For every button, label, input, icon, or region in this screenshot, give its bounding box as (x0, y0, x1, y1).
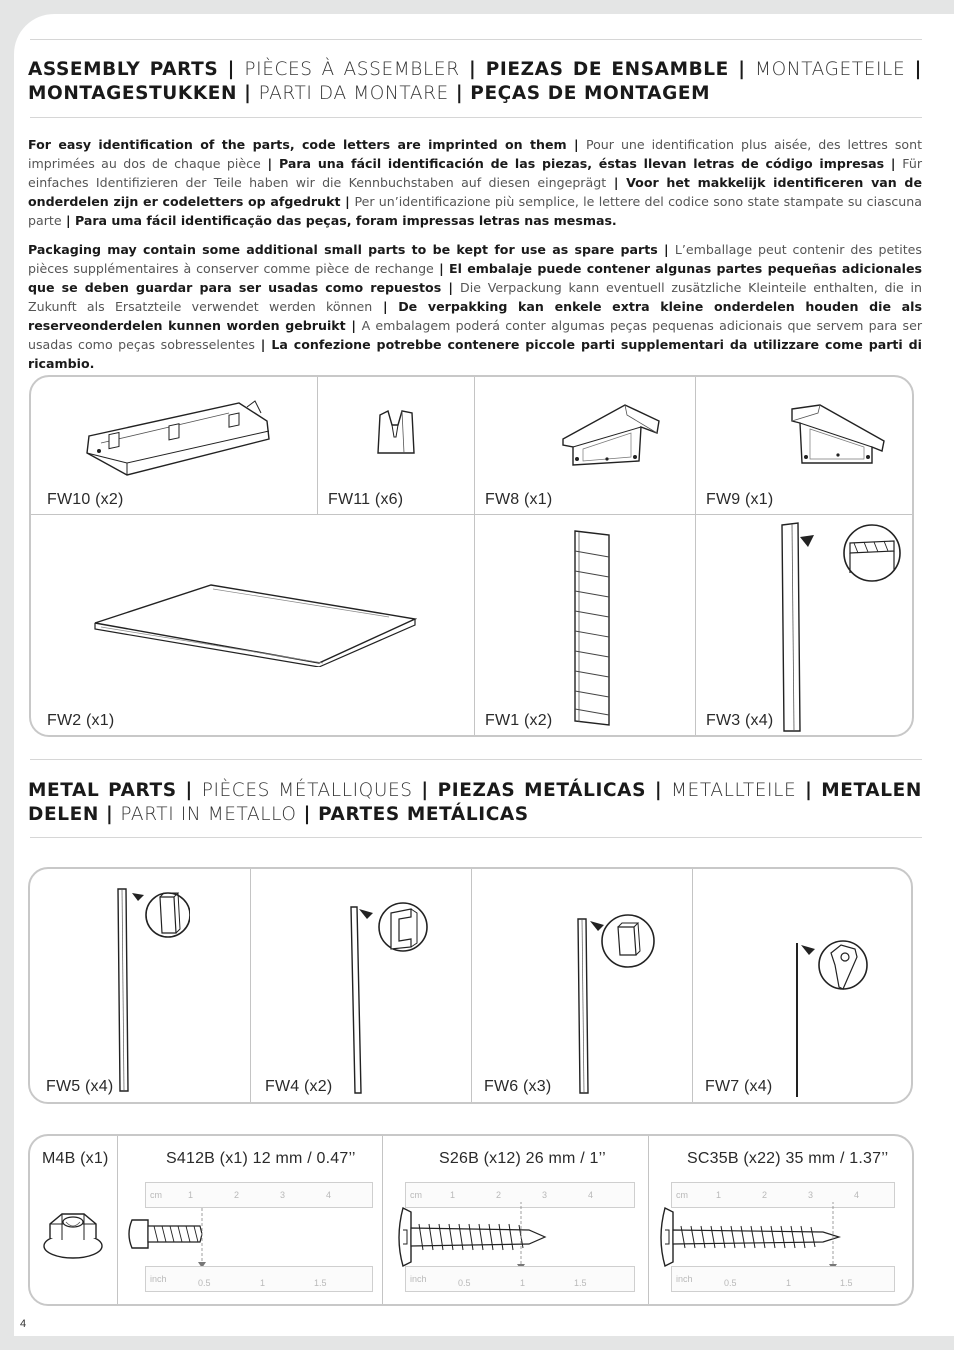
text-segment: Para uma fácil identificação das peças, foram impressas letras nas mesmas. (74, 213, 617, 228)
cm-unit: cm (676, 1190, 688, 1200)
part-fw4 (251, 869, 471, 1104)
text-segment: MONTAGESTUKKEN (28, 83, 238, 104)
part-label: FW11 (x6) (328, 491, 404, 508)
part-s26b (383, 1136, 648, 1306)
inch-tick: 1.5 (574, 1278, 587, 1288)
part-label: FW8 (x1) (485, 491, 553, 508)
part-label: FW4 (x2) (265, 1078, 333, 1095)
metal-heading: METAL PARTS | PIÈCES MÉTALLIQUES | PIEZAS METÁLICAS | METALLTEILE | METALEN DELEN | PARTI IN METALLO | PARTES METÁLICAS (28, 780, 922, 825)
inch-ruler (145, 1266, 373, 1292)
inch-tick: 0.5 (458, 1278, 471, 1288)
part-s412b (118, 1136, 382, 1306)
part-label: FW7 (x4) (705, 1078, 773, 1095)
cm-tick: 3 (808, 1190, 814, 1200)
text-segment: El embalaje puede contener algunas partes pequeñas adicionales que se deben guardar para ser usadas como repuestos (28, 261, 922, 295)
cm-tick: 1 (450, 1190, 456, 1200)
text-segment: PIÈCES À ASSEMBLER (244, 59, 460, 80)
cm-tick: 4 (588, 1190, 594, 1200)
part-fw5 (30, 869, 250, 1104)
inch-tick: 1.5 (314, 1278, 327, 1288)
inch-ruler (405, 1266, 635, 1292)
part-fw10 (31, 377, 317, 514)
part-label: SC35B (x22) 35 mm / 1.37’’ (687, 1150, 889, 1167)
text-segment: MONTAGETEILE (755, 59, 906, 80)
assembly-heading: ASSEMBLY PARTS | PIÈCES À ASSEMBLER | PIEZAS DE ENSAMBLE | MONTAGETEILE | MONTAGESTUKKEN | PARTI DA MONTARE | PEÇAS DE MONTAGEM (28, 59, 922, 104)
assembly-parts-panel (29, 375, 914, 737)
metal-parts-panel (28, 867, 913, 1104)
inch-tick: 1 (520, 1278, 526, 1288)
metal-tube-illustration (114, 885, 190, 1095)
metal-tube-illustration (574, 911, 658, 1097)
hardware-panel (28, 1134, 914, 1306)
text-segment: Packaging may contain some additional small parts to be kept for use as spare parts (28, 242, 658, 257)
text-segment: Voor het makkelijk identificeren van de onderdelen zijn er codeletters op afgedrukt (28, 175, 922, 209)
text-segment: L’emballage peut contenir des petites pièces supplémentaires à conserver comme pièce de rechange (28, 242, 922, 276)
text-segment: PIEZAS DE ENSAMBLE (485, 59, 729, 80)
profile-bar-illustration (778, 521, 914, 733)
cm-tick: 3 (542, 1190, 548, 1200)
text-segment: METALEN DELEN (28, 780, 922, 825)
metal-top-rule (30, 759, 922, 760)
text-segment: Pour une identification plus aisée, des lettres sont imprimées au dos de chaque pièce (28, 137, 923, 171)
inch-tick: 0.5 (198, 1278, 211, 1288)
inch-unit: inch (150, 1274, 167, 1284)
cm-tick: 1 (188, 1190, 194, 1200)
inch-tick: 1 (260, 1278, 266, 1288)
part-sc35b (649, 1136, 914, 1306)
text-segment: La confezione potrebbe contenere piccole parti supplementari da utilizzare come parti di ricambio. (28, 337, 922, 371)
cm-tick: 1 (716, 1190, 722, 1200)
clip-illustration (374, 407, 420, 459)
part-label: FW10 (x2) (47, 491, 124, 508)
floor-panel-illustration (93, 583, 417, 667)
text-segment: Für einfaches Identifizieren der Teile haben wir die Kennbuchstaben auf diesen eingeprägt (28, 156, 923, 190)
text-segment: PARTI IN METALLO (120, 804, 297, 825)
page-number: 4 (20, 1318, 27, 1330)
text-segment: For easy identification of the parts, code letters are imprinted on them (28, 137, 567, 152)
text-segment: ASSEMBLY PARTS (28, 59, 219, 80)
text-segment: De verpakking kan enkele extra kleine onderdelen houden die als reserveonderdelen kunnen worden gebruikt (28, 299, 922, 333)
inch-ruler (671, 1266, 895, 1292)
part-fw9 (696, 377, 914, 514)
text-segment: Per un’identificazione più semplice, le lettere del codice sono state stampate su ciascuna parte (28, 194, 922, 228)
cm-tick: 2 (496, 1190, 502, 1200)
cm-unit: cm (410, 1190, 422, 1200)
part-fw8 (475, 377, 695, 514)
text-segment: PEÇAS DE MONTAGEM (470, 83, 711, 104)
part-m4b (30, 1136, 117, 1306)
cm-tick: 2 (234, 1190, 240, 1200)
metal-heading-rule (30, 837, 922, 838)
machine-screw-illustration (124, 1206, 234, 1268)
wall-panel-illustration (573, 529, 613, 729)
inch-tick: 1 (786, 1278, 792, 1288)
text-segment: PARTI DA MONTARE (258, 83, 449, 104)
inch-unit: inch (676, 1274, 693, 1284)
part-label: S412B (x1) 12 mm / 0.47’’ (166, 1150, 356, 1167)
gable-bracket-illustration (790, 403, 886, 467)
part-fw1 (475, 515, 695, 737)
part-fw11 (318, 377, 474, 514)
inch-unit: inch (410, 1274, 427, 1284)
part-label: M4B (x1) (42, 1150, 109, 1167)
text-segment: A embalagem poderá conter algumas peças pequenas adicionais que servem para ser usadas como peças sobresselentes (28, 318, 922, 352)
metal-rod-illustration (791, 935, 875, 1101)
wood-screw-illustration (395, 1202, 555, 1272)
top-rule (30, 39, 922, 40)
gable-bracket-illustration (561, 403, 661, 469)
part-label: FW9 (x1) (706, 491, 774, 508)
part-label: FW5 (x4) (46, 1078, 114, 1095)
assembly-heading-rule (30, 117, 922, 118)
cm-tick: 4 (326, 1190, 332, 1200)
text-segment: PARTES METÁLICAS (318, 804, 529, 825)
part-fw7 (693, 869, 913, 1104)
cm-tick: 4 (854, 1190, 860, 1200)
text-segment: METALLTEILE (671, 780, 797, 801)
text-segment: Para una fácil identificación de las piezas, éstas llevan letras de código impresas (278, 156, 885, 171)
inch-tick: 1.5 (840, 1278, 853, 1288)
intro-paragraph-identification: For easy identification of the parts, code letters are imprinted on them | Pour une identification plus aisée, des lettres sont imprimées au dos de chaque pièce | Para una fácil identificación de las piezas, éstas llevan letras de código impresas | Für einfaches Identifizieren der Teile haben wir die Kennbuchstaben auf diesen eingeprägt | Voor het makkelijk identificeren van de onderdelen zijn er codeletters op afgedrukt | Per un’identificazione più semplice, le lettere del codice sono state stampate su ciascuna parte | Para uma fácil identificação das peças, foram impressas letras nas mesmas. (28, 137, 923, 228)
cm-unit: cm (150, 1190, 162, 1200)
cm-tick: 2 (762, 1190, 768, 1200)
part-label: FW1 (x2) (485, 712, 553, 729)
flange-nut-illustration (42, 1208, 104, 1260)
part-label: FW6 (x3) (484, 1078, 552, 1095)
text-segment: PIÈCES MÉTALLIQUES (201, 780, 413, 801)
part-fw2 (31, 515, 474, 737)
part-label: S26B (x12) 26 mm / 1’’ (439, 1150, 606, 1167)
intro-paragraph-spare-parts: Packaging may contain some additional small parts to be kept for use as spare parts | L’emballage peut contenir des petites pièces supplémentaires à conserver comme pièce de rechange | El embalaje puede contener algunas partes pequeñas adicionales que se deben guardar para ser usadas como repuestos | Die Verpackung kann eventuell zusätzliche Kleinteile enthalten, die in Zukunft als Ersatzteile verwendet werden können | De verpakking kan enkele extra kleine onderdelen houden die als reserveonderdelen kunnen worden gebruikt | A embalagem poderá conter algumas peças pequenas adicionais que servem para ser usadas como peças sobresselentes | La confezione potrebbe contenere piccole parti supplementari da utilizzare come parti di ricambio. (28, 242, 922, 371)
cm-ruler (145, 1182, 373, 1208)
text-segment: METAL PARTS (28, 780, 177, 801)
text-segment: PIEZAS METÁLICAS (437, 780, 646, 801)
part-fw6 (472, 869, 692, 1104)
base-rail-illustration (79, 391, 279, 481)
part-label: FW2 (x1) (47, 712, 115, 729)
metal-channel-illustration (347, 899, 431, 1097)
part-label: FW3 (x4) (706, 712, 774, 729)
inch-tick: 0.5 (724, 1278, 737, 1288)
self-drilling-screw-illustration (657, 1202, 857, 1272)
text-segment: Die Verpackung kann eventuell zusätzliche Kleinteile enthalten, die in Zukunft als Ersatzteile verwendet werden können (28, 280, 922, 314)
part-fw3 (696, 515, 914, 737)
cm-tick: 3 (280, 1190, 286, 1200)
